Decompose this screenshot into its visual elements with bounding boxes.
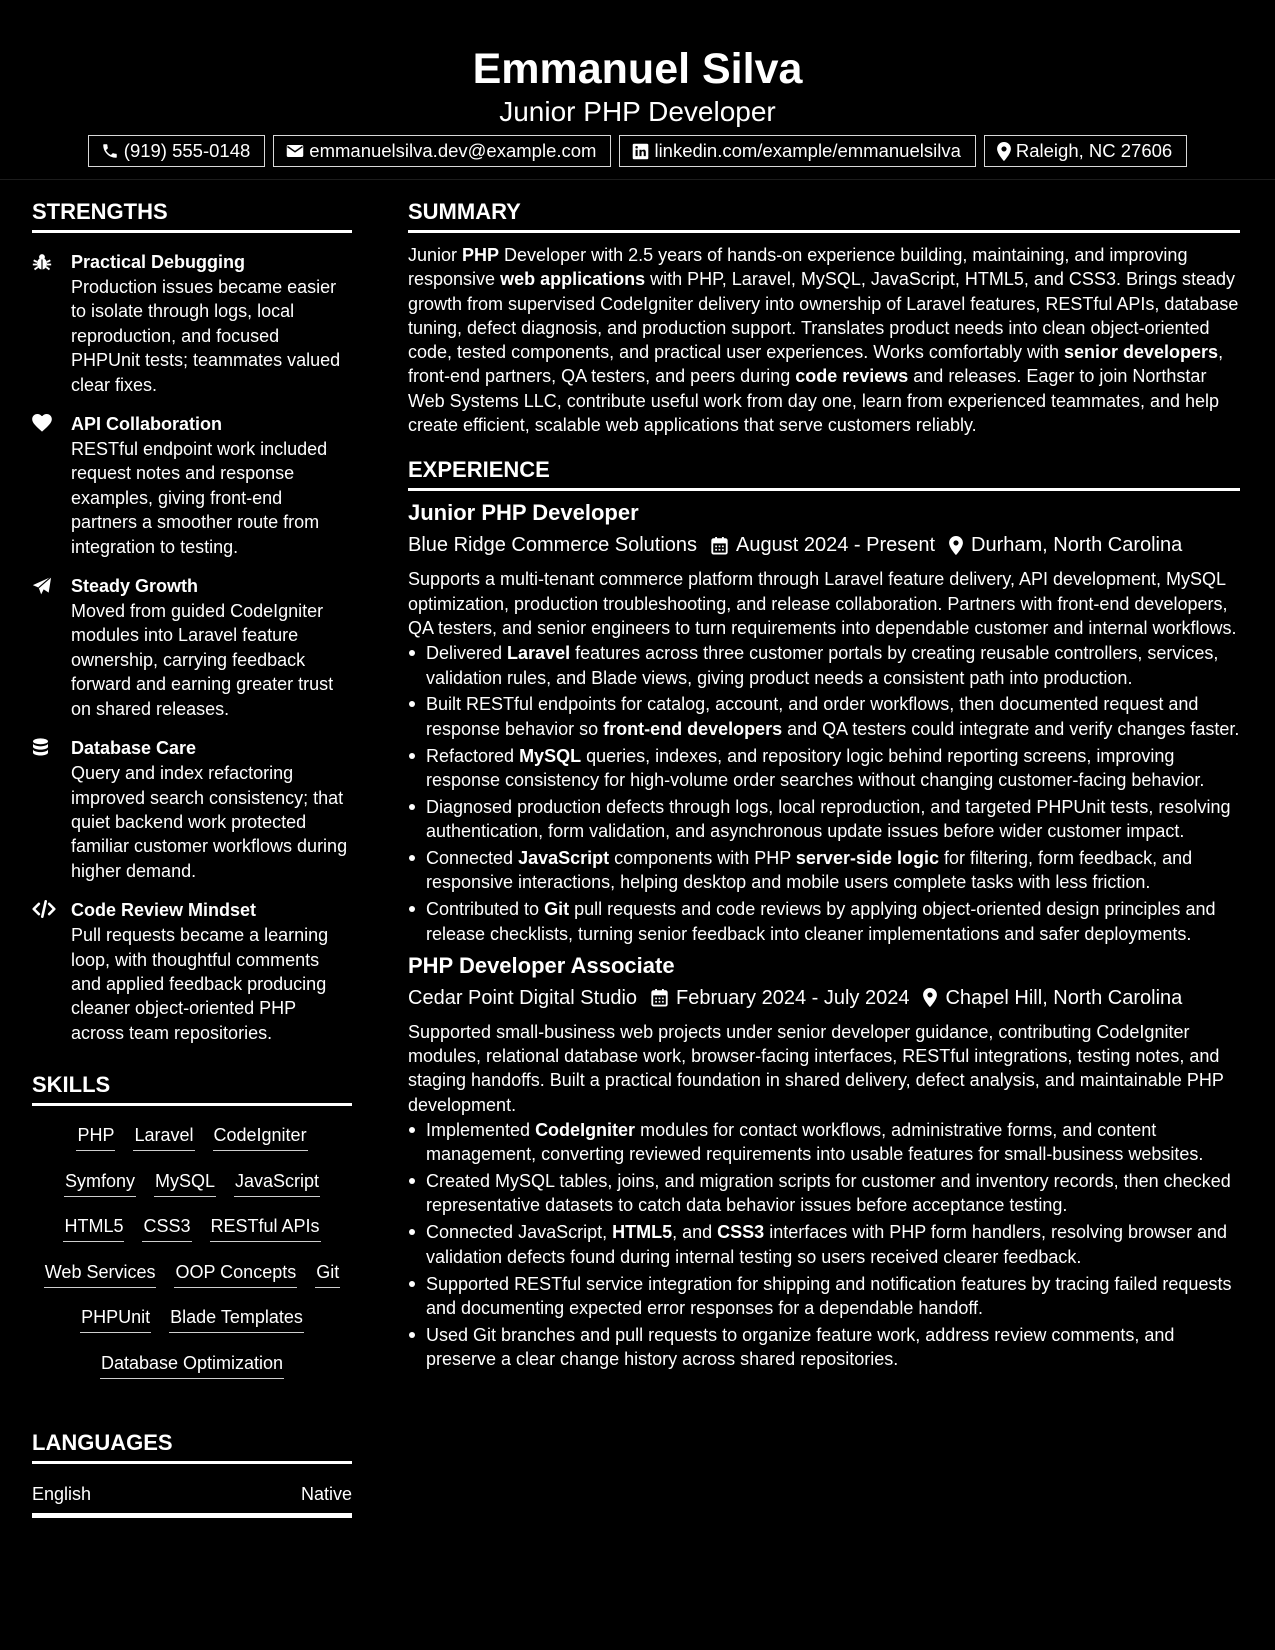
job-entry [408, 952, 1240, 1372]
map-pin-icon [923, 988, 937, 1007]
strength-name: Practical Debugging [71, 252, 246, 272]
envelope-icon [286, 143, 304, 159]
right-column [408, 196, 1240, 1374]
skill-row [32, 1209, 352, 1255]
skill-tag: MySQL [154, 1168, 216, 1197]
job-bullet: Implemented CodeIgniter modules for contact workflows, administrative forms, and content management, converting reviewed requirements into usable features for small-business websites. [408, 1118, 1240, 1167]
job-bullet: Delivered Laravel features across three customer portals by creating reusable controllers, services, validation rules, and Blade views, giving product needs a consistent path into production. [408, 641, 1240, 690]
strength-item [32, 897, 352, 1045]
strength-desc: RESTful endpoint work included request notes and response examples, giving front-end partners a smoother route from integration to testing. [71, 439, 328, 557]
paper-plane-icon [32, 573, 71, 721]
strength-desc: Production issues became easier to isolate through logs, local reproduction, and focused PHPUnit tests; teammates valued clear fixes. [71, 277, 341, 395]
language-name: English [32, 1484, 92, 1505]
job-entry [408, 499, 1240, 945]
job-description: Supports a multi-tenant commerce platform through Laravel feature delivery, API development, MySQL optimization, production troubleshooting, and release collaboration. Partners with front-end developers, QA testers, and senior engineers to turn requirements into dependable customer and internal workflows. [408, 569, 1237, 638]
contact-linkedin-text: linkedin.com/example/emmanuelsilva [654, 140, 961, 161]
job-description: Supported small-business web projects under senior developer guidance, contributing CodeIgniter modules, relational database work, browser-facing interfaces, RESTful integrations, testing notes, and staging handoffs. Built a practical foundation in shared delivery, defect analysis, and maintainable PHP development. [408, 1021, 1224, 1115]
skills-list [32, 1118, 352, 1391]
skill-tag: Laravel [133, 1122, 194, 1151]
calendar-icon [711, 536, 728, 555]
strength-desc: Moved from guided CodeIgniter modules into Laravel feature ownership, carrying feedback forward and earning greater trust on shared releases. [71, 601, 334, 719]
candidate-title: Junior PHP Developer [499, 96, 776, 127]
phone-icon [101, 142, 119, 160]
language-level: Native [300, 1484, 352, 1505]
contact-email[interactable] [273, 135, 611, 167]
job-company: Blue Ridge Commerce Solutions [408, 534, 698, 557]
contact-phone[interactable] [88, 135, 266, 167]
bug-icon [32, 249, 71, 397]
job-bullet: Diagnosed production defects through logs, local reproduction, and targeted PHPUnit tests, resolving authentication, form validation, and asynchronous update issues before wider customer impact. [408, 795, 1240, 844]
skill-row [32, 1346, 352, 1392]
strength-item [32, 573, 352, 721]
skill-tag: PHPUnit [80, 1304, 151, 1333]
skill-tag: Symfony [64, 1168, 136, 1197]
skill-tag: Database Optimization [100, 1350, 284, 1379]
skill-row [32, 1255, 352, 1301]
skill-tag: Blade Templates [169, 1304, 304, 1333]
contact-bar [0, 135, 1275, 167]
left-column [32, 196, 352, 1518]
languages-heading: LANGUAGES [32, 1427, 352, 1464]
map-pin-icon [949, 536, 963, 555]
job-bullet: Created MySQL tables, joins, and migration scripts for customer and inventory records, then checked representative datasets to catch data behavior issues before acceptance testing. [408, 1169, 1240, 1218]
summary-text: Junior PHP Developer with 2.5 years of hands-on experience building, maintaining, and improving responsive web applications with PHP, Laravel, MySQL, JavaScript, HTML5, and CSS3. Brings steady growth from supervised CodeIgniter delivery into ownership of Laravel features, RESTful APIs, database tuning, defect diagnosis, and production support. Translates product needs into clean object-oriented code, tested components, and practical user experiences. Works comfortably with senior developers, front-end partners, QA testers, and peers during code reviews and releases. Eager to join Northstar Web Systems LLC, contribute useful work from day one, learn from experienced teammates, and help create efficient, scalable web applications that serve customers reliably. [408, 245, 1239, 436]
skill-row [32, 1164, 352, 1210]
skill-tag: PHP [76, 1122, 115, 1151]
job-meta [408, 983, 1240, 1013]
contact-linkedin[interactable] [619, 135, 975, 167]
job-bullets [408, 641, 1240, 946]
strength-name: Steady Growth [71, 576, 199, 597]
strength-name: Code Review Mindset [71, 900, 257, 921]
skill-tag: Git [315, 1259, 340, 1288]
skill-tag: CodeIgniter [213, 1122, 308, 1151]
skill-tag: RESTful APIs [210, 1213, 321, 1242]
heart-icon [32, 411, 71, 559]
job-meta [408, 530, 1240, 560]
language-item [32, 1481, 352, 1518]
map-pin-icon [997, 142, 1011, 161]
job-location: Durham, North Carolina [971, 534, 1183, 557]
job-location: Chapel Hill, North Carolina [945, 986, 1183, 1009]
database-icon [32, 735, 71, 883]
job-bullet: Contributed to Git pull requests and code reviews by applying object-oriented design principles and release checklists, turning senior feedback into cleaner implementations and safer deployments. [408, 897, 1240, 946]
strength-name: Database Care [71, 738, 197, 759]
summary-heading: SUMMARY [408, 196, 1240, 233]
job-dates: August 2024 - Present [736, 534, 936, 557]
job-company: Cedar Point Digital Studio [408, 986, 638, 1009]
skill-tag: JavaScript [234, 1168, 320, 1197]
calendar-icon [651, 988, 668, 1007]
skills-heading: SKILLS [32, 1069, 352, 1106]
skill-row [32, 1118, 352, 1164]
strength-name: API Collaboration [71, 414, 223, 435]
linkedin-icon [632, 143, 649, 160]
experience-heading: EXPERIENCE [408, 454, 1240, 491]
job-bullet: Supported RESTful service integration for shipping and notification features by tracing failed requests and documenting expected error responses for a dependable handoff. [408, 1272, 1240, 1321]
strengths-heading: STRENGTHS [32, 196, 352, 233]
resume-header [0, 0, 1275, 180]
strength-desc: Pull requests became a learning loop, with thoughtful comments and applied feedback producing cleaner object-oriented PHP across team repositories. [71, 925, 329, 1043]
job-bullet: Refactored MySQL queries, indexes, and repository logic behind reporting screens, improving response consistency for high-volume order searches without changing customer-facing behavior. [408, 744, 1240, 793]
job-bullet: Used Git branches and pull requests to organize feature work, address review comments, and preserve a clear change history across shared repositories. [408, 1323, 1240, 1372]
job-bullet: Connected JavaScript, HTML5, and CSS3 interfaces with PHP form handlers, resolving browser and validation defects found during internal testing so users received clearer feedback. [408, 1220, 1240, 1269]
job-bullet: Connected JavaScript components with PHP server-side logic for filtering, form feedback, and responsive interactions, helping desktop and mobile users complete tasks with less friction. [408, 846, 1240, 895]
code-icon [32, 897, 71, 1045]
contact-location-text: Raleigh, NC 27606 [1015, 140, 1173, 161]
skill-row [32, 1300, 352, 1346]
skill-tag: CSS3 [142, 1213, 191, 1242]
contact-phone-text: (919) 555-0148 [123, 140, 251, 161]
job-title: PHP Developer Associate [408, 952, 675, 978]
strength-item [32, 249, 352, 397]
strength-desc: Query and index refactoring improved search consistency; that quiet backend work protected familiar customer workflows during higher demand. [71, 763, 348, 881]
job-title: Junior PHP Developer [408, 500, 639, 526]
contact-email-text: emmanuelsilva.dev@example.com [309, 140, 597, 161]
skill-tag: HTML5 [63, 1213, 124, 1242]
strength-item [32, 735, 352, 883]
candidate-name: Emmanuel Silva [472, 45, 803, 93]
contact-location[interactable] [984, 135, 1187, 167]
job-bullet: Built RESTful endpoints for catalog, account, and order workflows, then documented request and response behavior so front-end developers and QA testers could integrate and verify changes faster. [408, 692, 1240, 741]
strengths-list [32, 249, 352, 1045]
job-bullets [408, 1118, 1240, 1371]
job-dates: February 2024 - July 2024 [676, 986, 910, 1009]
skill-tag: Web Services [44, 1259, 157, 1288]
strength-item [32, 411, 352, 559]
skill-tag: OOP Concepts [174, 1259, 297, 1288]
